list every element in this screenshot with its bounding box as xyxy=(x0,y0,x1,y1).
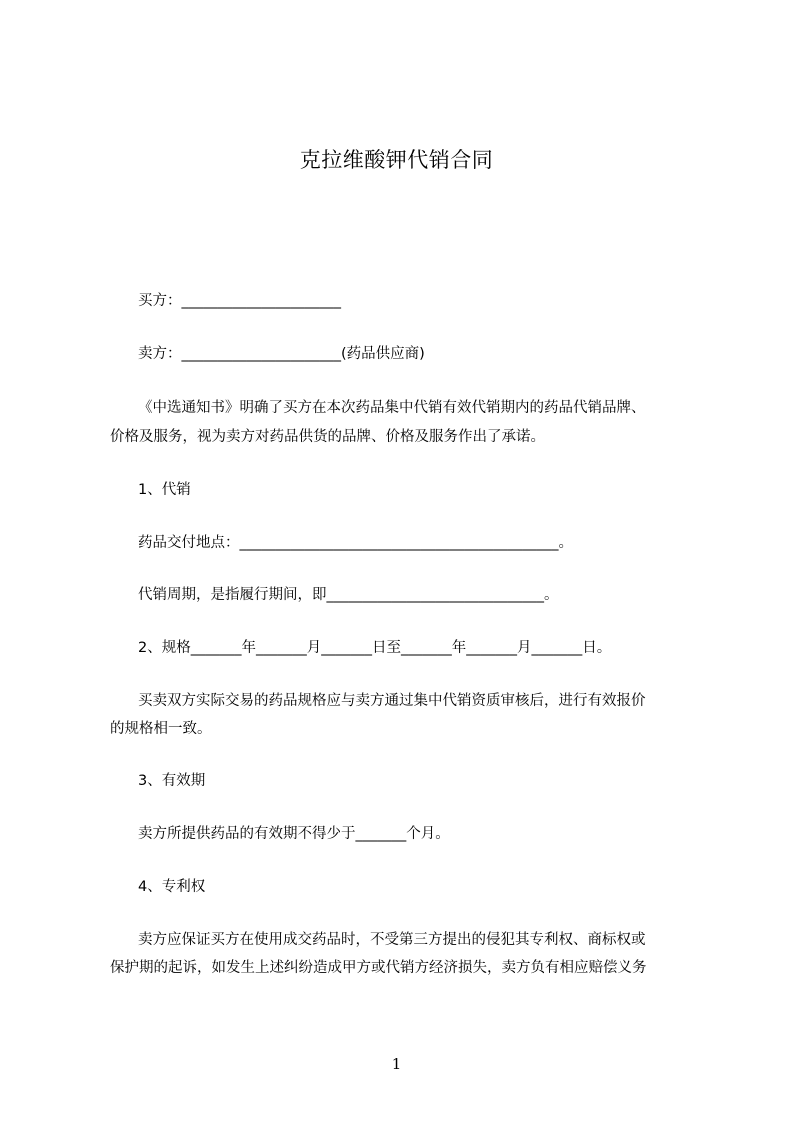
spec-paragraph-line-1: 买卖双方实际交易的药品规格应与卖方通过集中代销资质审核后，进行有效报价 xyxy=(138,693,646,709)
patent-paragraph-line-1: 卖方应保证买方在使用成交药品时，不受第三方提出的侵犯其专利权、商标权或 xyxy=(138,932,646,948)
buyer-line: 买方：______________________ xyxy=(138,293,341,309)
section-1-heading: 1、代销 xyxy=(138,482,191,498)
page-number: 1 xyxy=(391,1055,402,1073)
consignment-period-line: 代销周期，是指履行期间，即______________________________。 xyxy=(138,587,559,603)
notice-paragraph-line-2: 价格及服务，视为卖方对药品供货的品牌、价格及服务作出了承诺。 xyxy=(110,429,545,445)
section-4-heading: 4、专利权 xyxy=(138,879,206,895)
delivery-place-line: 药品交付地点：____________________________________________。 xyxy=(138,535,573,551)
seller-line: 卖方：______________________(药品供应商) xyxy=(138,346,425,362)
spec-paragraph-line-2: 的规格相一致。 xyxy=(110,721,212,737)
document-title: 克拉维酸钾代销合同 xyxy=(299,148,494,172)
patent-paragraph-line-2: 保护期的起诉，如发生上述纠纷造成甲方或代销方经济损失，卖方负有相应赔偿义务 xyxy=(110,960,647,976)
notice-paragraph-line-1: 《中选通知书》明确了买方在本次药品集中代销有效代销期内的药品代销品牌、 xyxy=(138,400,646,416)
validity-line: 卖方所提供药品的有效期不得少于_______个月。 xyxy=(138,826,450,842)
section-2-heading: 2、规格_______年_______月_______日至_______年_______月_______日。 xyxy=(138,640,612,656)
section-3-heading: 3、有效期 xyxy=(138,773,206,789)
